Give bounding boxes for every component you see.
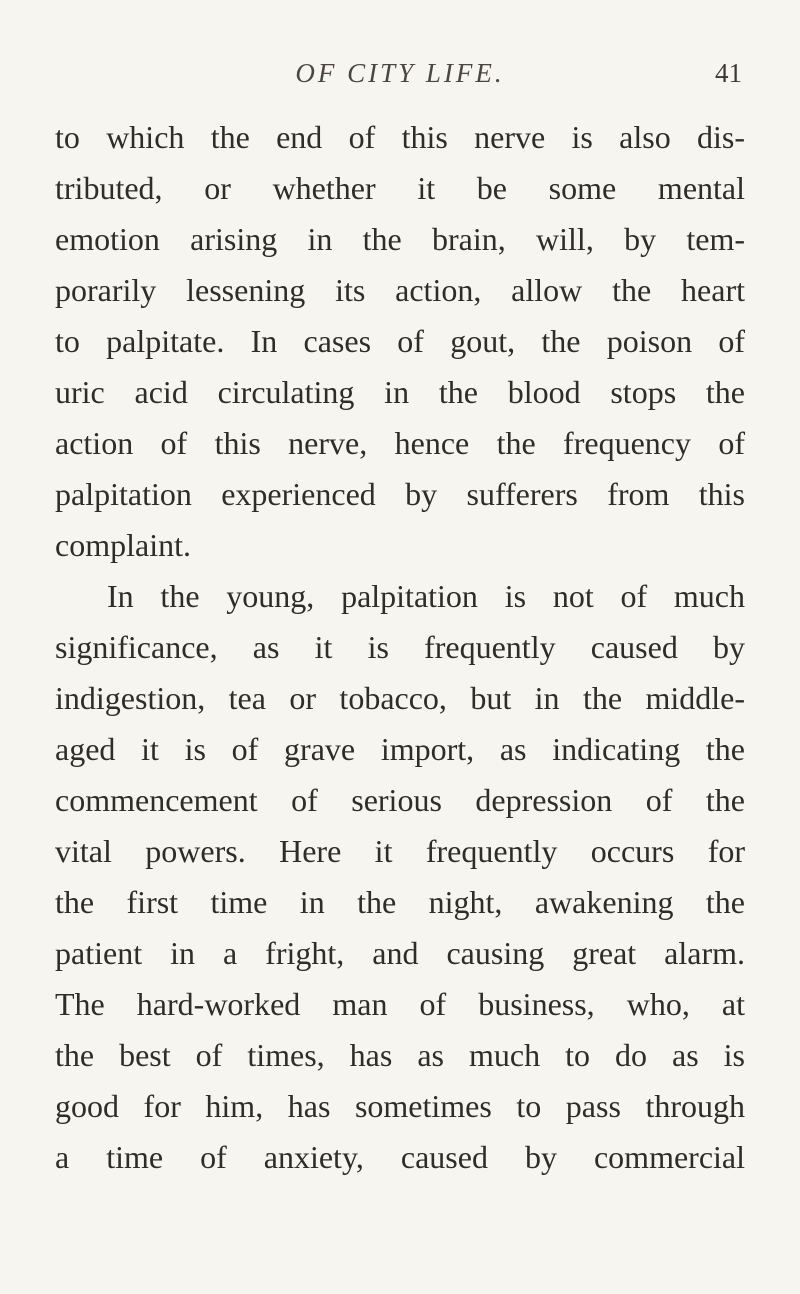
text-line: tributed, or whether it be some mental bbox=[55, 170, 745, 206]
text-line: commencement of serious depression of the bbox=[55, 782, 745, 818]
text-line: aged it is of grave import, as indicating the bbox=[55, 731, 745, 767]
text-line: vital powers. Here it frequently occurs for bbox=[55, 833, 745, 869]
running-head bbox=[0, 58, 800, 98]
text-line: the first time in the night, awakening the bbox=[55, 884, 745, 920]
text-line: emotion arising in the brain, will, by tem- bbox=[55, 221, 745, 257]
text-line: good for him, has sometimes to pass through bbox=[55, 1088, 745, 1124]
text-line: a time of anxiety, caused by commercial bbox=[55, 1139, 745, 1175]
text-line: action of this nerve, hence the frequency of bbox=[55, 425, 745, 461]
text-line: to which the end of this nerve is also dis- bbox=[55, 119, 745, 155]
text-line: uric acid circulating in the blood stops the bbox=[55, 374, 745, 410]
text-line: The hard-worked man of business, who, at bbox=[55, 986, 745, 1022]
text-line: palpitation experienced by sufferers from this bbox=[55, 476, 745, 512]
text-line: In the young, palpitation is not of much bbox=[107, 578, 745, 614]
text-line: to palpitate. In cases of gout, the poison of bbox=[55, 323, 745, 359]
body-text bbox=[55, 112, 745, 1183]
text-line: complaint. bbox=[55, 527, 191, 563]
running-title: OF CITY LIFE. bbox=[295, 58, 505, 88]
page-number: 41 bbox=[715, 58, 742, 88]
text-line: indigestion, tea or tobacco, but in the middle- bbox=[55, 680, 745, 716]
text-line: the best of times, has as much to do as is bbox=[55, 1037, 745, 1073]
text-line: porarily lessening its action, allow the heart bbox=[55, 272, 745, 308]
text-line: significance, as it is frequently caused by bbox=[55, 629, 745, 665]
text-line: patient in a fright, and causing great alarm. bbox=[55, 935, 745, 971]
